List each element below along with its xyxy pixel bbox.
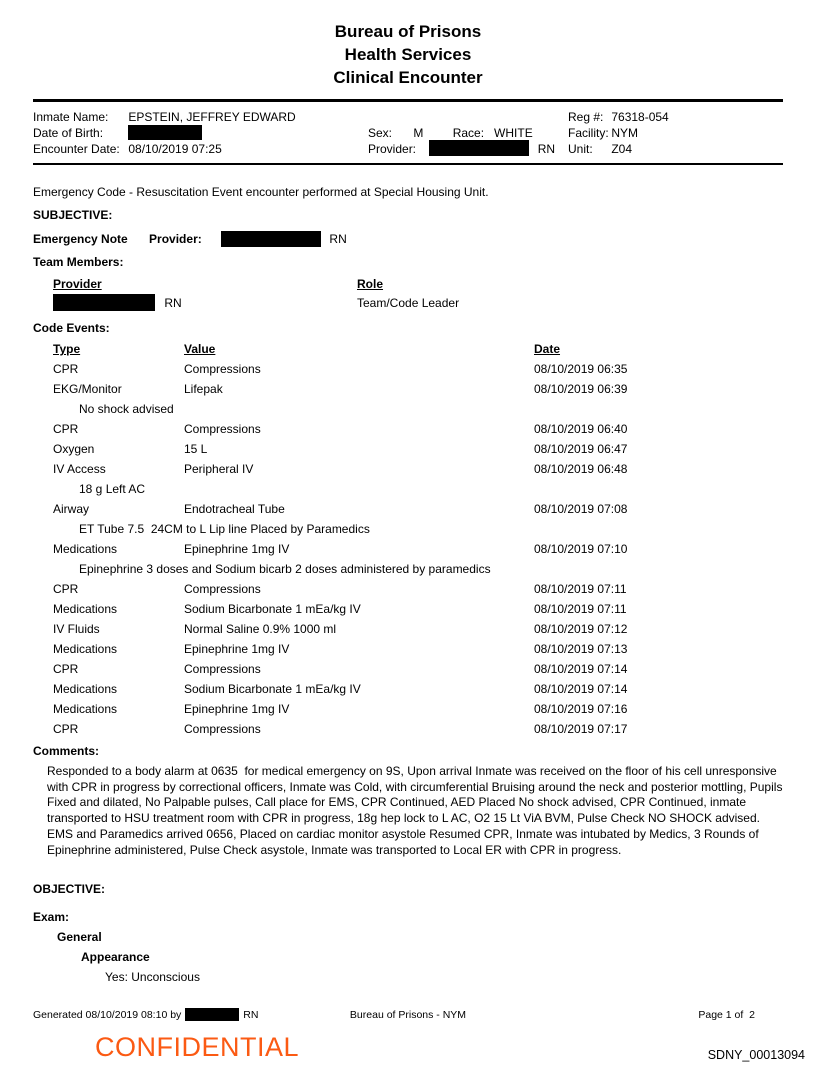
header-rule-bottom <box>33 163 783 166</box>
dob-row <box>33 125 368 141</box>
code-event-date: 08/10/2019 07:10 <box>534 542 628 556</box>
code-event-row <box>53 419 816 439</box>
provider-label: Provider: <box>368 141 417 156</box>
footer-center-text: Bureau of Prisons - NYM <box>349 1009 467 1021</box>
code-events-value-column-header: Value <box>184 342 216 356</box>
code-event-type: IV Fluids <box>53 622 100 636</box>
patient-info-right-column <box>568 109 783 157</box>
encounter-intro: Emergency Code - Resuscitation Event encounter performed at Special Housing Unit. <box>33 185 489 199</box>
encounter-date-label: Encounter Date: <box>33 141 120 156</box>
footer-generated-line <box>33 1008 258 1022</box>
code-event-type: CPR <box>53 722 79 736</box>
code-event-value: Compressions <box>184 662 261 676</box>
code-event-row <box>53 599 816 619</box>
subjective-heading: SUBJECTIVE: <box>33 208 113 222</box>
inmate-name-row <box>33 109 368 125</box>
title-line-3: Clinical Encounter <box>333 68 483 87</box>
objective-heading: OBJECTIVE: <box>33 882 106 897</box>
code-event-type: Oxygen <box>53 442 95 456</box>
code-event-type: Medications <box>53 602 118 616</box>
redaction-box-provider <box>429 140 529 156</box>
code-event-date: 08/10/2019 06:35 <box>534 362 628 376</box>
team-members-header-row <box>53 277 816 292</box>
code-event-date: 08/10/2019 06:48 <box>534 462 628 476</box>
code-event-value: Sodium Bicarbonate 1 mEa/kg IV <box>184 602 361 616</box>
inmate-name-value: EPSTEIN, JEFFREY EDWARD <box>128 109 296 124</box>
code-event-type: EKG/Monitor <box>53 382 122 396</box>
code-event-row <box>53 719 816 739</box>
provider-row <box>368 141 568 157</box>
code-event-row <box>53 379 816 399</box>
team-member-role: Team/Code Leader <box>357 296 460 310</box>
code-events-type-column-header: Type <box>53 342 81 356</box>
code-event-note: Epinephrine 3 doses and Sodium bicarb 2 doses administered by paramedics <box>79 562 491 576</box>
inmate-name-label: Inmate Name: <box>33 109 109 124</box>
patient-info-left-column <box>33 109 368 157</box>
code-event-date: 08/10/2019 07:11 <box>534 582 627 596</box>
emergency-note-provider-label: Provider: <box>149 232 202 246</box>
code-event-value: Normal Saline 0.9% 1000 ml <box>184 622 337 636</box>
exam-heading: Exam: <box>33 910 70 925</box>
code-event-type: IV Access <box>53 462 106 476</box>
race-value: WHITE <box>494 125 533 140</box>
code-event-row <box>53 579 816 599</box>
code-event-row <box>53 459 816 479</box>
code-event-type: Medications <box>53 702 118 716</box>
reg-row <box>568 109 783 125</box>
comments-heading: Comments: <box>33 744 100 758</box>
footer-credential: RN <box>243 1009 259 1021</box>
redaction-box-dob <box>128 125 202 140</box>
title-line-1: Bureau of Prisons <box>334 22 482 41</box>
code-event-date: 08/10/2019 07:17 <box>534 722 628 736</box>
code-event-value: Compressions <box>184 422 261 436</box>
patient-info-middle-column <box>368 109 568 157</box>
code-event-type: Medications <box>53 682 118 696</box>
code-event-note: 18 g Left AC <box>79 482 146 496</box>
document-title <box>0 0 816 89</box>
encounter-date-row <box>33 141 368 157</box>
code-event-row <box>53 439 816 459</box>
code-event-value: 15 L <box>184 442 208 456</box>
patient-info-block <box>33 109 783 157</box>
code-event-value: Peripheral IV <box>184 462 254 476</box>
provider-credential: RN <box>537 141 556 156</box>
reg-label: Reg #: <box>568 109 604 124</box>
redaction-box-team-provider <box>53 294 155 311</box>
emergency-note-line <box>33 231 816 248</box>
code-events-table <box>53 339 816 739</box>
code-event-type: Medications <box>53 542 118 556</box>
redaction-box-footer-provider <box>185 1008 239 1021</box>
team-provider-column-header: Provider <box>53 277 102 291</box>
code-event-date: 08/10/2019 07:13 <box>534 642 628 656</box>
facility-row <box>568 125 783 141</box>
code-event-date: 08/10/2019 06:40 <box>534 422 628 436</box>
code-event-date: 08/10/2019 07:12 <box>534 622 628 636</box>
header-rule-top <box>33 99 783 102</box>
code-event-date: 08/10/2019 07:14 <box>534 662 628 676</box>
code-event-type: Airway <box>53 502 90 516</box>
exam-subcategory: Appearance <box>81 950 150 965</box>
confidential-stamp: CONFIDENTIAL <box>95 1032 300 1062</box>
sex-race-row <box>368 125 568 141</box>
exam-category: General <box>57 930 102 945</box>
code-event-value: Endotracheal Tube <box>184 502 285 516</box>
encounter-date-value: 08/10/2019 07:25 <box>128 141 222 156</box>
facility-value: NYM <box>611 125 639 140</box>
code-event-row <box>53 499 816 519</box>
dob-label: Date of Birth: <box>33 125 104 140</box>
team-member-row <box>53 295 816 312</box>
unit-row <box>568 141 783 157</box>
footer-generated-text: Generated 08/10/2019 08:10 by <box>33 1009 182 1021</box>
code-events-header-row <box>53 339 816 359</box>
code-event-date: 08/10/2019 07:08 <box>534 502 628 516</box>
code-event-value: Compressions <box>184 582 261 596</box>
code-event-date: 08/10/2019 06:39 <box>534 382 628 396</box>
code-event-value: Compressions <box>184 362 261 376</box>
unit-label: Unit: <box>568 141 593 156</box>
code-event-note: No shock advised <box>79 402 174 416</box>
code-event-type: Medications <box>53 642 118 656</box>
code-event-row <box>53 359 816 379</box>
team-member-provider-cell <box>53 295 357 312</box>
exam-finding: Yes: Unconscious <box>105 970 200 985</box>
info-spacer-row <box>368 109 568 125</box>
code-event-type: CPR <box>53 422 79 436</box>
code-event-row <box>53 699 816 719</box>
emergency-note-label: Emergency Note <box>33 232 128 246</box>
title-line-2: Health Services <box>344 45 472 64</box>
code-event-date: 08/10/2019 07:11 <box>534 602 627 616</box>
unit-value: Z04 <box>611 141 633 156</box>
team-member-credential: RN <box>164 296 182 310</box>
emergency-note-credential: RN <box>329 232 347 246</box>
code-event-row <box>53 679 816 699</box>
code-event-note: ET Tube 7.5 24CM to L Lip line Placed by Paramedics <box>79 522 370 536</box>
code-event-row <box>53 539 816 559</box>
code-events-date-column-header: Date <box>534 342 561 356</box>
code-event-value: Epinephrine 1mg IV <box>184 642 290 656</box>
race-label: Race: <box>452 125 485 140</box>
bates-number: SDNY_00013094 <box>707 1048 805 1062</box>
code-event-date: 08/10/2019 07:14 <box>534 682 628 696</box>
code-event-value: Compressions <box>184 722 261 736</box>
code-event-type: CPR <box>53 662 79 676</box>
code-event-date: 08/10/2019 07:16 <box>534 702 628 716</box>
sex-value: M <box>413 125 424 140</box>
code-event-row <box>53 619 816 639</box>
code-events-heading: Code Events: <box>33 321 110 335</box>
team-role-column-header: Role <box>357 277 384 291</box>
code-event-row <box>53 659 816 679</box>
code-event-value: Lifepak <box>184 382 223 396</box>
facility-label: Facility: <box>568 125 609 140</box>
reg-value: 76318-054 <box>611 109 669 124</box>
code-event-value: Epinephrine 1mg IV <box>184 702 290 716</box>
redaction-box-emergency-provider <box>221 231 321 247</box>
code-event-type: CPR <box>53 362 79 376</box>
team-members-heading: Team Members: <box>33 255 124 269</box>
code-event-row <box>53 639 816 659</box>
code-event-value: Epinephrine 1mg IV <box>184 542 290 556</box>
team-members-table <box>53 277 816 312</box>
code-event-type: CPR <box>53 582 79 596</box>
comments-text: Responded to a body alarm at 0635 for medical emergency on 9S, Upon arrival Inmate was received on the floor of his cell unresponsive with CPR in progress by correctional officers, Inmate was Cold, with circumferential Bruising around the neck and posterior mottling, Pupils Fixed and dilated, No Palpable pulses, Call place for EMS, CPR Continued, AED Placed No shock advised, CPR Continued, inmate transported to HSU treatment room with CPR in progress, 18g hep lock to L AC, O2 15 Lt ViA BVM, Pulse Check NO SHOCK advised. EMS and Paramedics arrived 0656, Placed on cardiac monitor asystole Resumed CPR, Inmate was intubated by Medics, 3 Rounds of Epinephrine administered, Pulse Check asystole, Inmate was transported to Local ER with CPR in progress. <box>47 764 786 857</box>
code-event-date: 08/10/2019 06:47 <box>534 442 628 456</box>
sex-label: Sex: <box>368 125 393 140</box>
page-footer <box>0 1008 816 1024</box>
code-events-rows <box>53 359 816 739</box>
footer-page-number: Page 1 of 2 <box>698 1009 755 1021</box>
code-event-value: Sodium Bicarbonate 1 mEa/kg IV <box>184 682 361 696</box>
